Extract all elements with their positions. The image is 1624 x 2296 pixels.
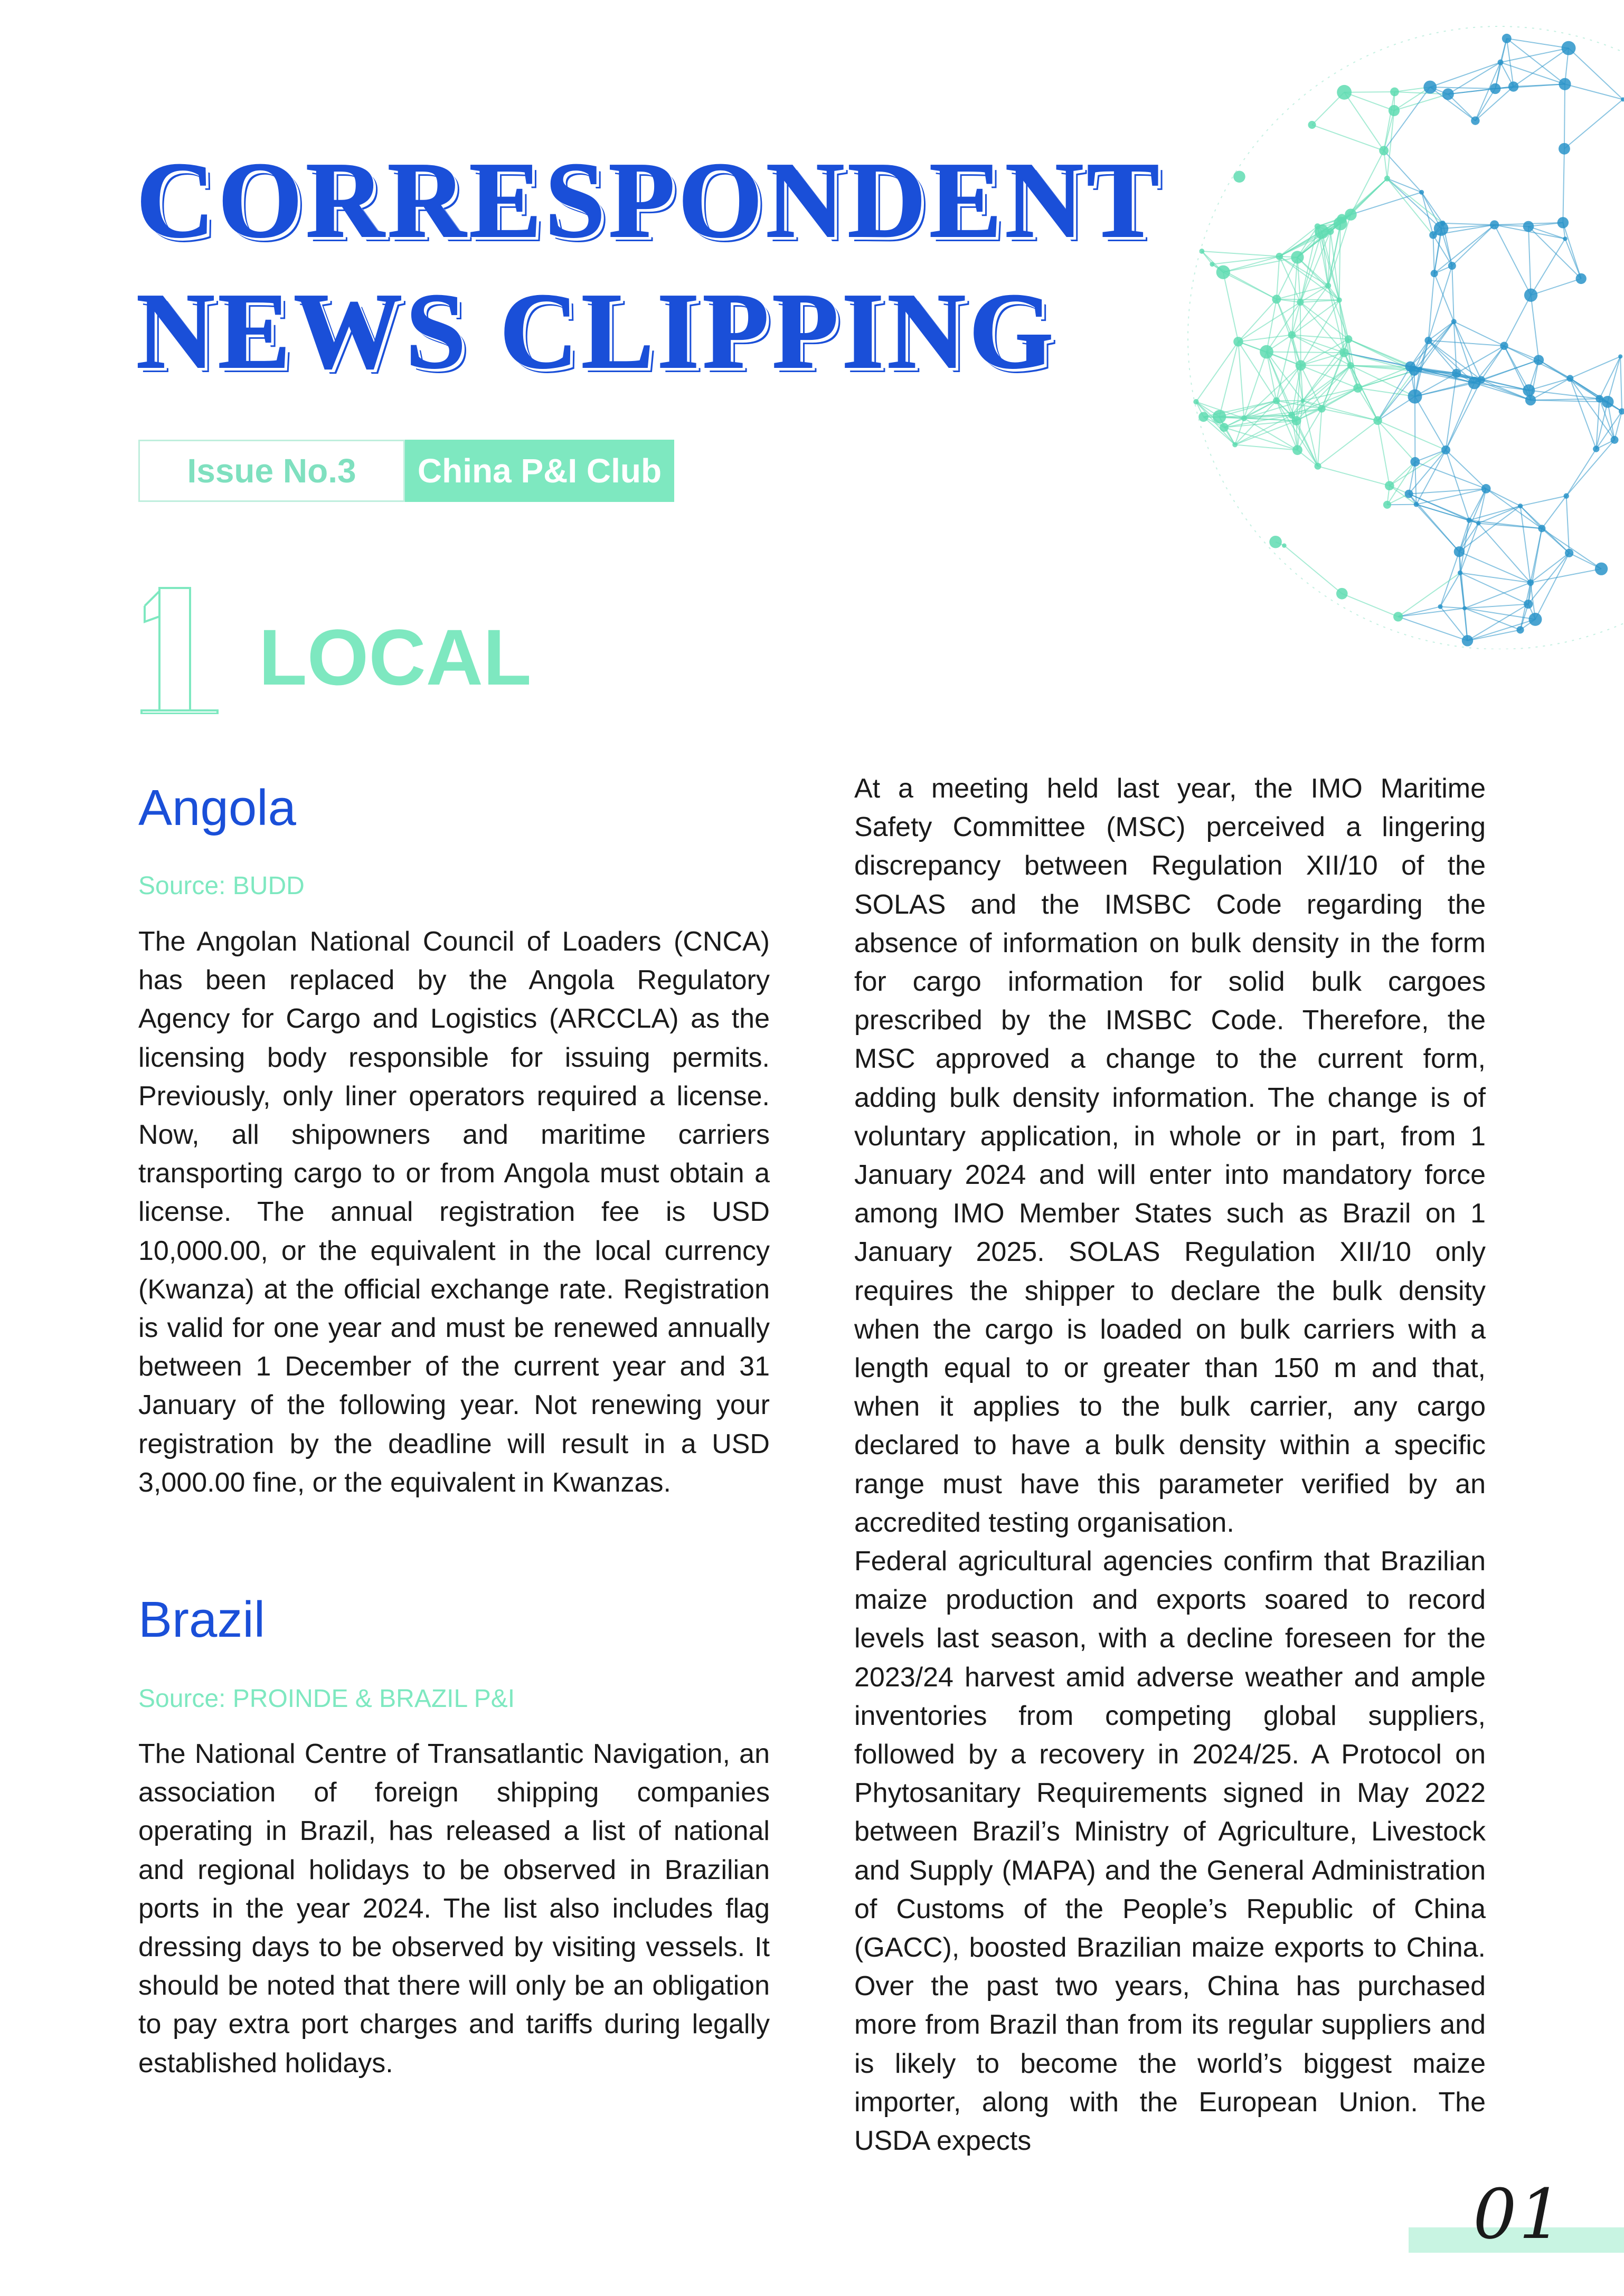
globe-links	[1196, 39, 1623, 641]
article-body-brazil-continued-2: Federal agricultural agencies confirm that Brazilian maize production and exports soared to record levels last season, with a decline foreseen for the 2023/24 harvest amid adverse weather and ample inventories from competing global suppliers, followed by a recovery in 2024/25. A Protocol on Phytosanitary Requirements signed in May 2022 between Brazil’s Ministry of Agriculture, Livestock and Supply (MAPA) and the General Administration of Customs of the People’s Republic of China (GACC), boosted Brazilian maize exports to China. Over the past two years, China has purchased more from Brazil than from its regular suppliers and is likely to become the world’s biggest maize importer, along with the European Union. The USDA expects	[854, 1546, 1486, 2157]
article-source-brazil: Source: PROINDE & BRAZIL P&I	[138, 1685, 515, 1713]
club-name-tag: China P&I Club	[405, 440, 674, 502]
article-heading-brazil: Brazil	[138, 1591, 266, 1648]
page-title	[136, 135, 1163, 396]
article-body-brazil-continued-1: At a meeting held last year, the IMO Maritime Safety Committee (MSC) perceived a lingering discrepancy between Regulation XII/10 of the SOLAS and the IMSBC Code regarding the absence of information on bulk density in the form for cargo information for solid bulk cargoes prescribed by the IMSBC Code. Therefore, the MSC approved a change to the current form, adding bulk density information. The change is of voluntary application, in whole or in part, from 1 January 2024 and will enter into mandatory force among IMO Member States such as Brazil on 1 January 2025. SOLAS Regulation XII/10 only requires the shipper to declare the bulk density when the cargo is loaded on bulk carriers with a length equal to or greater than 150 m and that, when it applies to the bulk carrier, any cargo declared to have a bulk density within a specific range must have this parameter verified by an accredited testing organisation.	[854, 773, 1486, 1538]
article-body-angola: The Angolan National Council of Loaders (CNCA) has been replaced by the Angola Regulatory Agency for Cargo and Logistics (ARCCLA) as the licensing body responsible for issuing permits. Previously, only liner operators required a license. Now, all shipowners and maritime carriers transporting cargo to or from Angola must obtain a license. The annual registration fee is USD 10,000.00, or the equivalent in the local currency (Kwanza) at the official exchange rate. Registration is valid for one year and must be renewed annually between 1 December of the current year and 31 January of the following year. Not renewing your registration by the deadline will result in a USD 3,000.00 fine, or the equivalent in Kwanzas.	[138, 926, 770, 1498]
globe-network-graphic	[1183, 0, 1624, 649]
article-heading-angola: Angola	[138, 780, 296, 836]
title-line-1: CORRESPONDENT	[136, 139, 1163, 260]
article-source-angola: Source: BUDD	[138, 872, 305, 900]
section-number-outline	[138, 585, 223, 714]
globe-nodes	[1193, 34, 1624, 647]
title-line-2: NEWS CLIPPING	[136, 270, 1057, 391]
issue-number-tag: Issue No.3	[138, 440, 405, 502]
article-body-brazil: The National Centre of Transatlantic Navigation, an association of foreign shipping companies operating in Brazil, has released a list of national and regional holidays to be observed in Brazilian ports in the year 2024. The list also includes flag dressing days to be observed by visiting vessels. It should be noted that there will only be an obligation to pay extra port charges and tariffs during legally established holidays.	[138, 1739, 770, 2079]
page-number: 01	[1473, 2174, 1565, 2254]
section-title: LOCAL	[259, 613, 532, 701]
